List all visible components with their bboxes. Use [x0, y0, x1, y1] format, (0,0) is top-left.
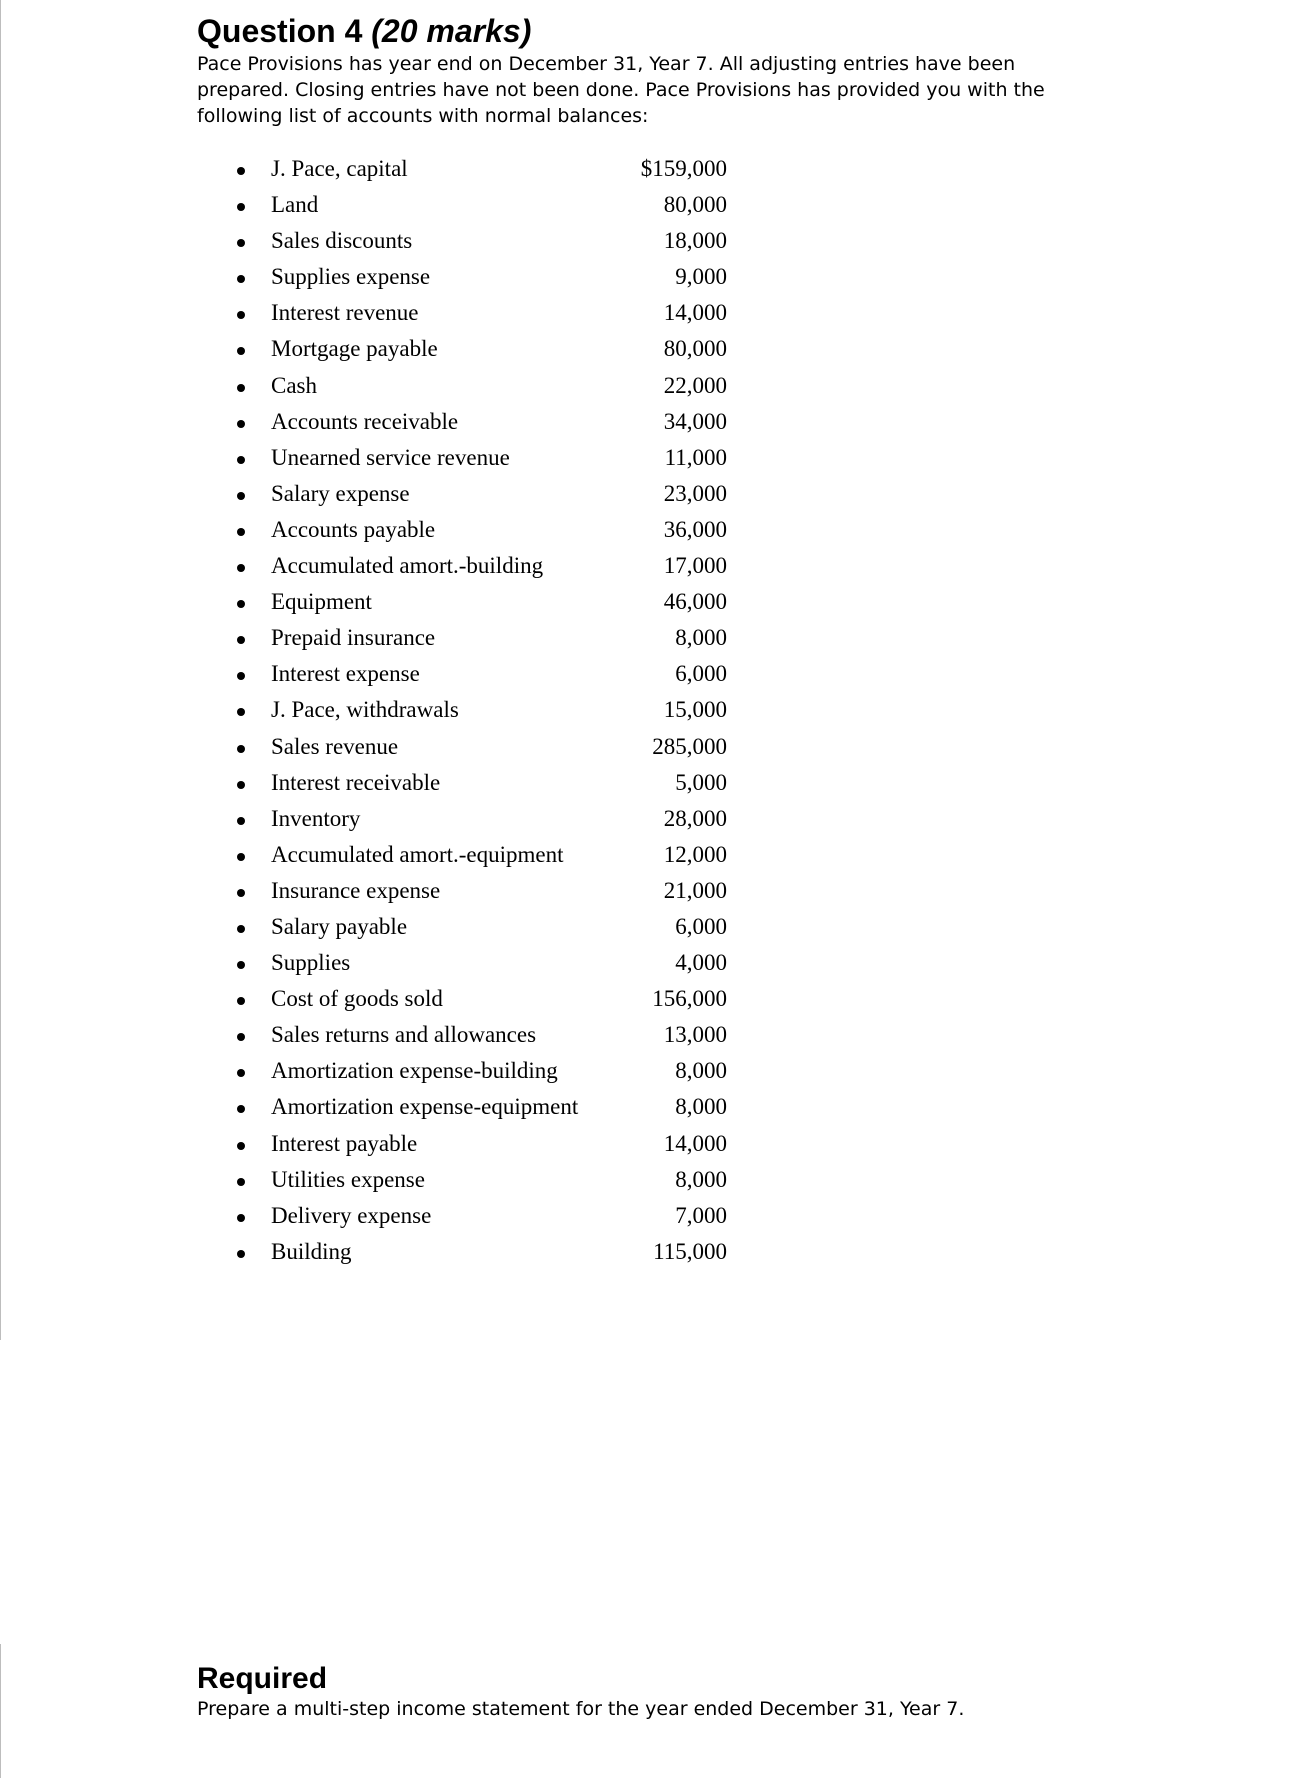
- bullet-icon: [237, 1142, 245, 1150]
- bullet-icon: [237, 708, 245, 716]
- account-name: Cost of goods sold: [271, 986, 443, 1012]
- bullet-icon: [237, 600, 245, 608]
- account-name: Accounts receivable: [271, 408, 459, 434]
- bullet-icon: [237, 1069, 245, 1077]
- bullet-icon: [237, 925, 245, 933]
- account-name: Utilities expense: [271, 1166, 425, 1192]
- account-amount: 156,000: [652, 986, 727, 1012]
- account-item: [227, 657, 727, 693]
- account-item: [227, 1199, 727, 1235]
- bullet-icon: [237, 672, 245, 680]
- account-amount: 5,000: [675, 769, 727, 795]
- account-name: Supplies expense: [271, 264, 431, 290]
- account-name: Sales returns and allowances: [271, 1022, 537, 1048]
- account-name: Interest payable: [271, 1130, 418, 1156]
- account-amount: 8,000: [675, 1094, 727, 1120]
- account-item: [227, 332, 727, 368]
- account-item: [227, 549, 727, 585]
- bullet-icon: [237, 961, 245, 969]
- account-name: Mortgage payable: [271, 336, 438, 362]
- page-edge-bottom: [0, 1644, 1, 1778]
- required-heading: Required: [197, 1662, 328, 1695]
- account-item: [227, 1163, 727, 1199]
- account-amount: 4,000: [675, 950, 727, 976]
- bullet-icon: [237, 492, 245, 500]
- account-amount: 36,000: [663, 516, 727, 542]
- account-item: [227, 982, 727, 1018]
- account-name: Sales revenue: [271, 733, 399, 759]
- account-item: [227, 1235, 727, 1271]
- account-amount: 8,000: [675, 625, 727, 651]
- bullet-icon: [237, 311, 245, 319]
- account-item: [227, 766, 727, 802]
- account-name: J. Pace, capital: [271, 156, 408, 181]
- account-item: [227, 441, 727, 477]
- bullet-icon: [237, 384, 245, 392]
- account-name: Land: [271, 192, 319, 218]
- account-item: [227, 224, 727, 260]
- account-item: [227, 477, 727, 513]
- account-list: [227, 152, 727, 1271]
- bullet-icon: [237, 1250, 245, 1258]
- bullet-icon: [237, 745, 245, 753]
- account-name: Accumulated amort.-equipment: [271, 841, 564, 867]
- account-name: Prepaid insurance: [271, 625, 436, 651]
- account-item: [227, 296, 727, 332]
- required-text: Prepare a multi-step income statement for the year ended December 31, Year 7.: [197, 1698, 965, 1720]
- account-name: Salary expense: [271, 480, 410, 506]
- required-section: [197, 1662, 964, 1722]
- page-edge-top: [0, 0, 1, 1340]
- account-amount: 13,000: [663, 1022, 727, 1048]
- bullet-icon: [237, 203, 245, 211]
- bullet-icon: [237, 1105, 245, 1113]
- account-item: [227, 910, 727, 946]
- bullet-icon: [237, 1178, 245, 1186]
- account-amount: 14,000: [663, 1130, 727, 1156]
- account-item: [227, 1127, 727, 1163]
- bullet-icon: [237, 347, 245, 355]
- bullet-icon: [237, 1214, 245, 1222]
- account-name: Cash: [271, 372, 317, 398]
- account-amount: 7,000: [675, 1202, 727, 1228]
- account-item: [227, 369, 727, 405]
- account-amount: 21,000: [663, 877, 727, 903]
- account-amount: 22,000: [663, 372, 727, 398]
- account-amount: 23,000: [663, 480, 727, 506]
- account-amount: $159,000: [640, 156, 727, 181]
- account-name: Salary payable: [271, 913, 408, 939]
- bullet-icon: [237, 781, 245, 789]
- account-name: J. Pace, withdrawals: [271, 697, 459, 723]
- account-amount: 9,000: [675, 264, 727, 290]
- bullet-icon: [237, 456, 245, 464]
- account-name: Inventory: [271, 805, 361, 831]
- account-name: Sales discounts: [271, 228, 413, 254]
- account-amount: 34,000: [663, 408, 727, 434]
- account-amount: 46,000: [663, 589, 727, 615]
- bullet-icon: [237, 167, 245, 175]
- account-amount: 8,000: [675, 1166, 727, 1192]
- account-item: [227, 730, 727, 766]
- bullet-icon: [237, 564, 245, 572]
- account-amount: 6,000: [675, 913, 727, 939]
- account-name: Interest receivable: [271, 769, 441, 795]
- account-item: [227, 1090, 727, 1126]
- bullet-icon: [237, 239, 245, 247]
- account-name: Amortization expense-equipment: [271, 1094, 579, 1120]
- bullet-icon: [237, 275, 245, 283]
- bullet-icon: [237, 1033, 245, 1041]
- account-item: [227, 946, 727, 982]
- account-item: [227, 188, 727, 224]
- account-amount: 12,000: [663, 841, 727, 867]
- account-name: Interest expense: [271, 661, 420, 687]
- account-item: [227, 260, 727, 296]
- bullet-icon: [237, 636, 245, 644]
- account-amount: 18,000: [663, 228, 727, 254]
- account-item: [227, 693, 727, 729]
- question-title: [197, 12, 1197, 50]
- account-item: [227, 1018, 727, 1054]
- account-name: Equipment: [271, 589, 372, 615]
- question-section: [197, 12, 1197, 1264]
- bullet-icon: [237, 997, 245, 1005]
- account-name: Accounts payable: [271, 516, 436, 542]
- account-amount: 8,000: [675, 1058, 727, 1084]
- question-intro: Pace Provisions has year end on December 31, Year 7. All adjusting entries have been prepared. Closing entries have not been done. Pace Provisions has provided you with the following list of accounts with normal balances:: [197, 53, 1045, 127]
- bullet-icon: [237, 817, 245, 825]
- account-name: Amortization expense-building: [271, 1058, 558, 1084]
- account-name: Building: [271, 1238, 352, 1264]
- account-amount: 285,000: [652, 733, 727, 759]
- bullet-icon: [237, 528, 245, 536]
- account-item: [227, 874, 727, 910]
- bullet-icon: [237, 420, 245, 428]
- account-item: [227, 152, 727, 188]
- account-amount: 115,000: [653, 1238, 727, 1264]
- question-number: Question 4: [197, 13, 363, 49]
- account-name: Supplies: [271, 950, 351, 976]
- question-marks: (20 marks): [371, 13, 532, 49]
- account-item: [227, 405, 727, 441]
- bullet-icon: [237, 889, 245, 897]
- account-amount: 6,000: [675, 661, 727, 687]
- account-name: Interest revenue: [271, 300, 419, 326]
- account-item: [227, 838, 727, 874]
- account-amount: 80,000: [663, 336, 727, 362]
- account-name: Accumulated amort.-building: [271, 553, 544, 579]
- account-item: [227, 585, 727, 621]
- account-amount: 11,000: [664, 444, 727, 470]
- account-item: [227, 1054, 727, 1090]
- account-item: [227, 802, 727, 838]
- account-name: Delivery expense: [271, 1202, 432, 1228]
- account-amount: 28,000: [663, 805, 727, 831]
- account-item: [227, 513, 727, 549]
- account-amount: 15,000: [663, 697, 727, 723]
- account-amount: 14,000: [663, 300, 727, 326]
- bullet-icon: [237, 853, 245, 861]
- account-amount: 17,000: [663, 553, 727, 579]
- account-item: [227, 621, 727, 657]
- account-name: Unearned service revenue: [271, 444, 510, 470]
- account-amount: 80,000: [663, 192, 727, 218]
- account-name: Insurance expense: [271, 877, 441, 903]
